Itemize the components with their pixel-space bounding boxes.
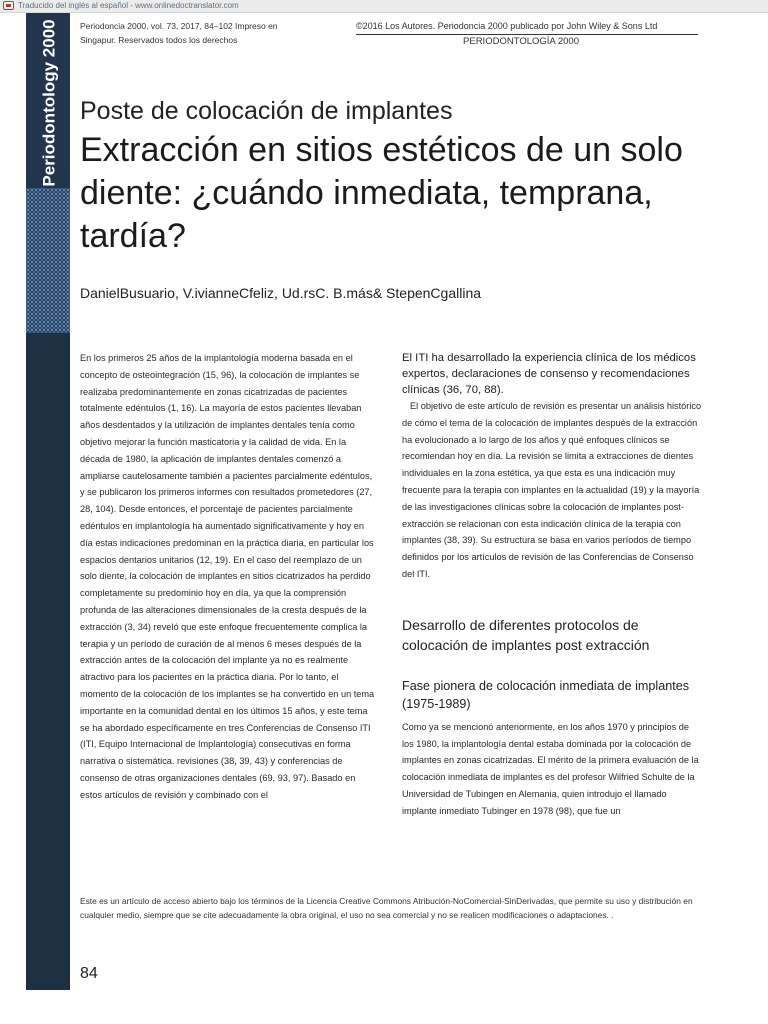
- section-heading: Desarrollo de diferentes protocolos de colocación de implantes post extracción: [402, 616, 650, 653]
- sidebar-bottom-band: [26, 333, 70, 990]
- subsection-heading: Fase pionera de colocación inmediata de implantes (1975-1989): [402, 678, 690, 711]
- translation-bar[interactable]: [0, 0, 768, 13]
- subsection-paragraph: Como ya se mencionó anteriormente, en los años 1970 y principios de los 1980, la implantología dental estaba dominada por la colocación de implantes en zonas cicatrizadas. El mérito de la primera evaluación de la colocación inmediata de implantes es del profesor Wilfried Schulte de la Universidad de Tubingen en Alemania, quien introdujo el llamado implante inmediato Tubinger en 1978 (98), que fue un: [402, 721, 699, 816]
- body-lead-right: El ITI ha desarrollado la experiencia clínica de los médicos expertos, declaraciones de consenso y recomendaciones clínicas (36, 70, 88).: [402, 352, 696, 396]
- translation-bar-link[interactable]: Traducido del inglés al español - www.onlinedoctranslator.com: [18, 1, 239, 10]
- citation-line-1: Periodoncia 2000, vol. 73, 2017, 84–102 Impreso en: [80, 21, 278, 31]
- article-title: Extracción en sitios estéticos de un solo diente: ¿cuándo inmediata, temprana, tardía?: [80, 131, 683, 255]
- sidebar-dot-pattern: [26, 188, 70, 333]
- publisher-block: [356, 19, 698, 49]
- sidebar-journal-name-text: Periodontology 2000: [39, 19, 59, 187]
- running-journal-title: PERIODONTOLOGÍA 2000: [463, 36, 579, 47]
- license-note: Este es un artículo de acceso abierto bajo los términos de la Licencia Creative Commons Atribución-NoComercial-SinDerivadas, que permite su uso y distribución en cualquier medio, siempre que se cite adecuadamente la obra original, el uso no sea comercial y no se realicen modificaciones o adaptaciones. .: [80, 896, 693, 920]
- copyright-line: ©2016 Los Autores. Periodoncia 2000 publicado por John Wiley & Sons Ltd: [356, 21, 658, 31]
- body-paragraph-right: El objetivo de este artículo de revisión es presentar un análisis histórico de cómo el tema de la colocación de implantes después de la extracción ha evolucionado a lo largo de los años y qué enfoques clínicos se recomiendan hoy en día. La revisión se limita a extracciones de dientes individuales en la zona estética, ya que esta es una indicación muy frecuente para la terapia con implantes en la actualidad (19) y la mayoría de las investigaciones clínicas sobre la colocación de implantes post-extracción se relacionan con esta indicación clínica de la terapia con implantes (38, 39). Su estructura se basa en varios períodos de tiempo definidos por los artículos de revisión de las Conferencias de Consenso del ITI.: [402, 401, 702, 579]
- citation-line-2: Singapur. Reservados todos los derechos: [80, 35, 238, 45]
- body-paragraph-left: En los primeros 25 años de la implantología moderna basada en el concepto de osteointegración (15, 96), la colocación de implantes se realizaba predominantemente en zonas cicatrizadas de pacientes totalmente edéntulos (1, 16). La mayoría de estos pacientes llevaban años desdentados y la utilización de implantes dentales tenía como objetivo mejorar la función masticatoria y la calidad de vida. En la década de 1980, la aplicación de implantes dentales comenzó a ampliarse cautelosamente también a pacientes parcialmente edéntulos, y se publicaron los primeros informes con resultados prometedores (27, 28, 104). Desde entonces, el porcentaje de pacientes parcialmente edéntulos en implantología ha aumentado significativamente y hoy en día estas indicaciones predominan en la práctica diaria, en particular los espacios dentarios unitarios (12, 19). En el caso del reemplazo de un solo diente, la colocación de implantes en sitios cicatrizados ha perdido completamente su predominio hoy en día, ya que la comprensión profunda de las alteraciones dimensionales de la cresta después de la extracción (3, 34) reveló que este enfoque frecuentemente complica la terapia y un período de curación de al menos 6 meses después de la extracción antes de la colocación del implante ya no es realmente atractivo para los pacientes en la práctica diaria. Por lo tanto, el momento de la colocación de los implantes se ha convertido en un tema importante en la comunidad dental en los últimos 15 años, y este tema se ha abordado específicamente en tres Conferencias de Consenso ITI (ITI, Equipo Internacional de Implantología) consecutivas en forma narrativa o sistemática. revisiones (38, 39, 43) y conferencias de consenso de otras organizaciones dentales (69, 93, 97). Basado en estos artículos de revisión y combinado con el: [80, 353, 375, 800]
- citation-block: [80, 19, 290, 47]
- translator-icon: [3, 1, 14, 10]
- body-column-left: [80, 350, 378, 804]
- page-number: 84: [80, 965, 98, 982]
- article-authors: DanielBusuario, V.ivianneCfeliz, Ud.rsC. B.más& StepenCgallina: [80, 285, 482, 301]
- body-column-right: [402, 350, 702, 820]
- journal-sidebar: [26, 13, 70, 990]
- article-kicker: Poste de colocación de implantes: [80, 97, 453, 125]
- sidebar-journal-name: [29, 19, 69, 187]
